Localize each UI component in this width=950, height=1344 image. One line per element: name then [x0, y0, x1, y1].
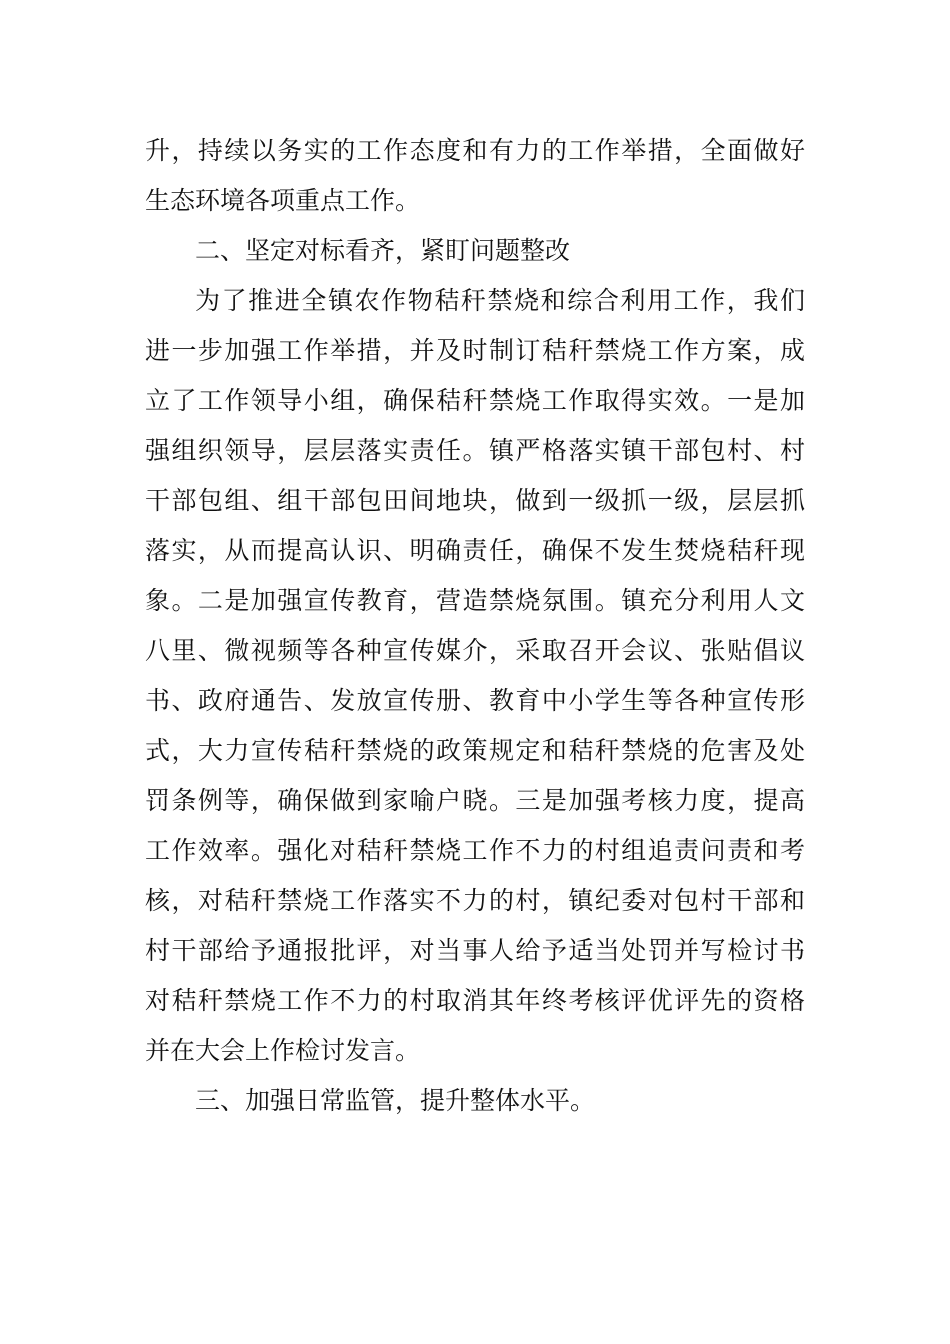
paragraph-line-1: 升，持续以务实的工作态度和有力的工作举措，全面做好: [145, 136, 805, 165]
paragraph-line-16: 核，对秸秆禁烧工作落实不力的村，镇纪委对包村干部和: [145, 886, 805, 915]
paragraph-line-8: 干部包组、组干部包田间地块，做到一级抓一级，层层抓: [145, 486, 805, 515]
paragraph-line-15: 工作效率。强化对秸秆禁烧工作不力的村组追责问责和考: [145, 836, 805, 865]
paragraph-line-4: 为了推进全镇农作物秸秆禁烧和综合利用工作，我们: [195, 286, 805, 315]
paragraph-line-7: 强组织领导，层层落实责任。镇严格落实镇干部包村、村: [145, 436, 805, 465]
section-heading-2: 二、坚定对标看齐，紧盯问题整改: [195, 236, 571, 265]
paragraph-line-13: 式，大力宣传秸秆禁烧的政策规定和秸秆禁烧的危害及处: [145, 736, 805, 765]
paragraph-line-6: 立了工作领导小组，确保秸秆禁烧工作取得实效。一是加: [145, 386, 805, 415]
paragraph-line-11: 八里、微视频等各种宣传媒介，采取召开会议、张贴倡议: [145, 636, 805, 665]
paragraph-line-12: 书、政府通告、发放宣传册、教育中小学生等各种宣传形: [145, 686, 805, 715]
paragraph-line-17: 村干部给予通报批评，对当事人给予适当处罚并写检讨书: [145, 936, 805, 965]
paragraph-line-14: 罚条例等，确保做到家喻户晓。三是加强考核力度，提高: [145, 786, 805, 815]
paragraph-line-5: 进一步加强工作举措，并及时制订秸秆禁烧工作方案，成: [145, 336, 805, 365]
paragraph-line-2: 生态环境各项重点工作。: [145, 186, 421, 215]
section-heading-3: 三、加强日常监管，提升整体水平。: [195, 1086, 596, 1115]
paragraph-line-10: 象。二是加强宣传教育，营造禁烧氛围。镇充分利用人文: [145, 586, 805, 615]
paragraph-line-18: 对秸秆禁烧工作不力的村取消其年终考核评优评先的资格: [145, 986, 805, 1015]
paragraph-line-19: 并在大会上作检讨发言。: [145, 1036, 421, 1065]
paragraph-line-9: 落实，从而提高认识、明确责任，确保不发生焚烧秸秆现: [145, 536, 805, 565]
